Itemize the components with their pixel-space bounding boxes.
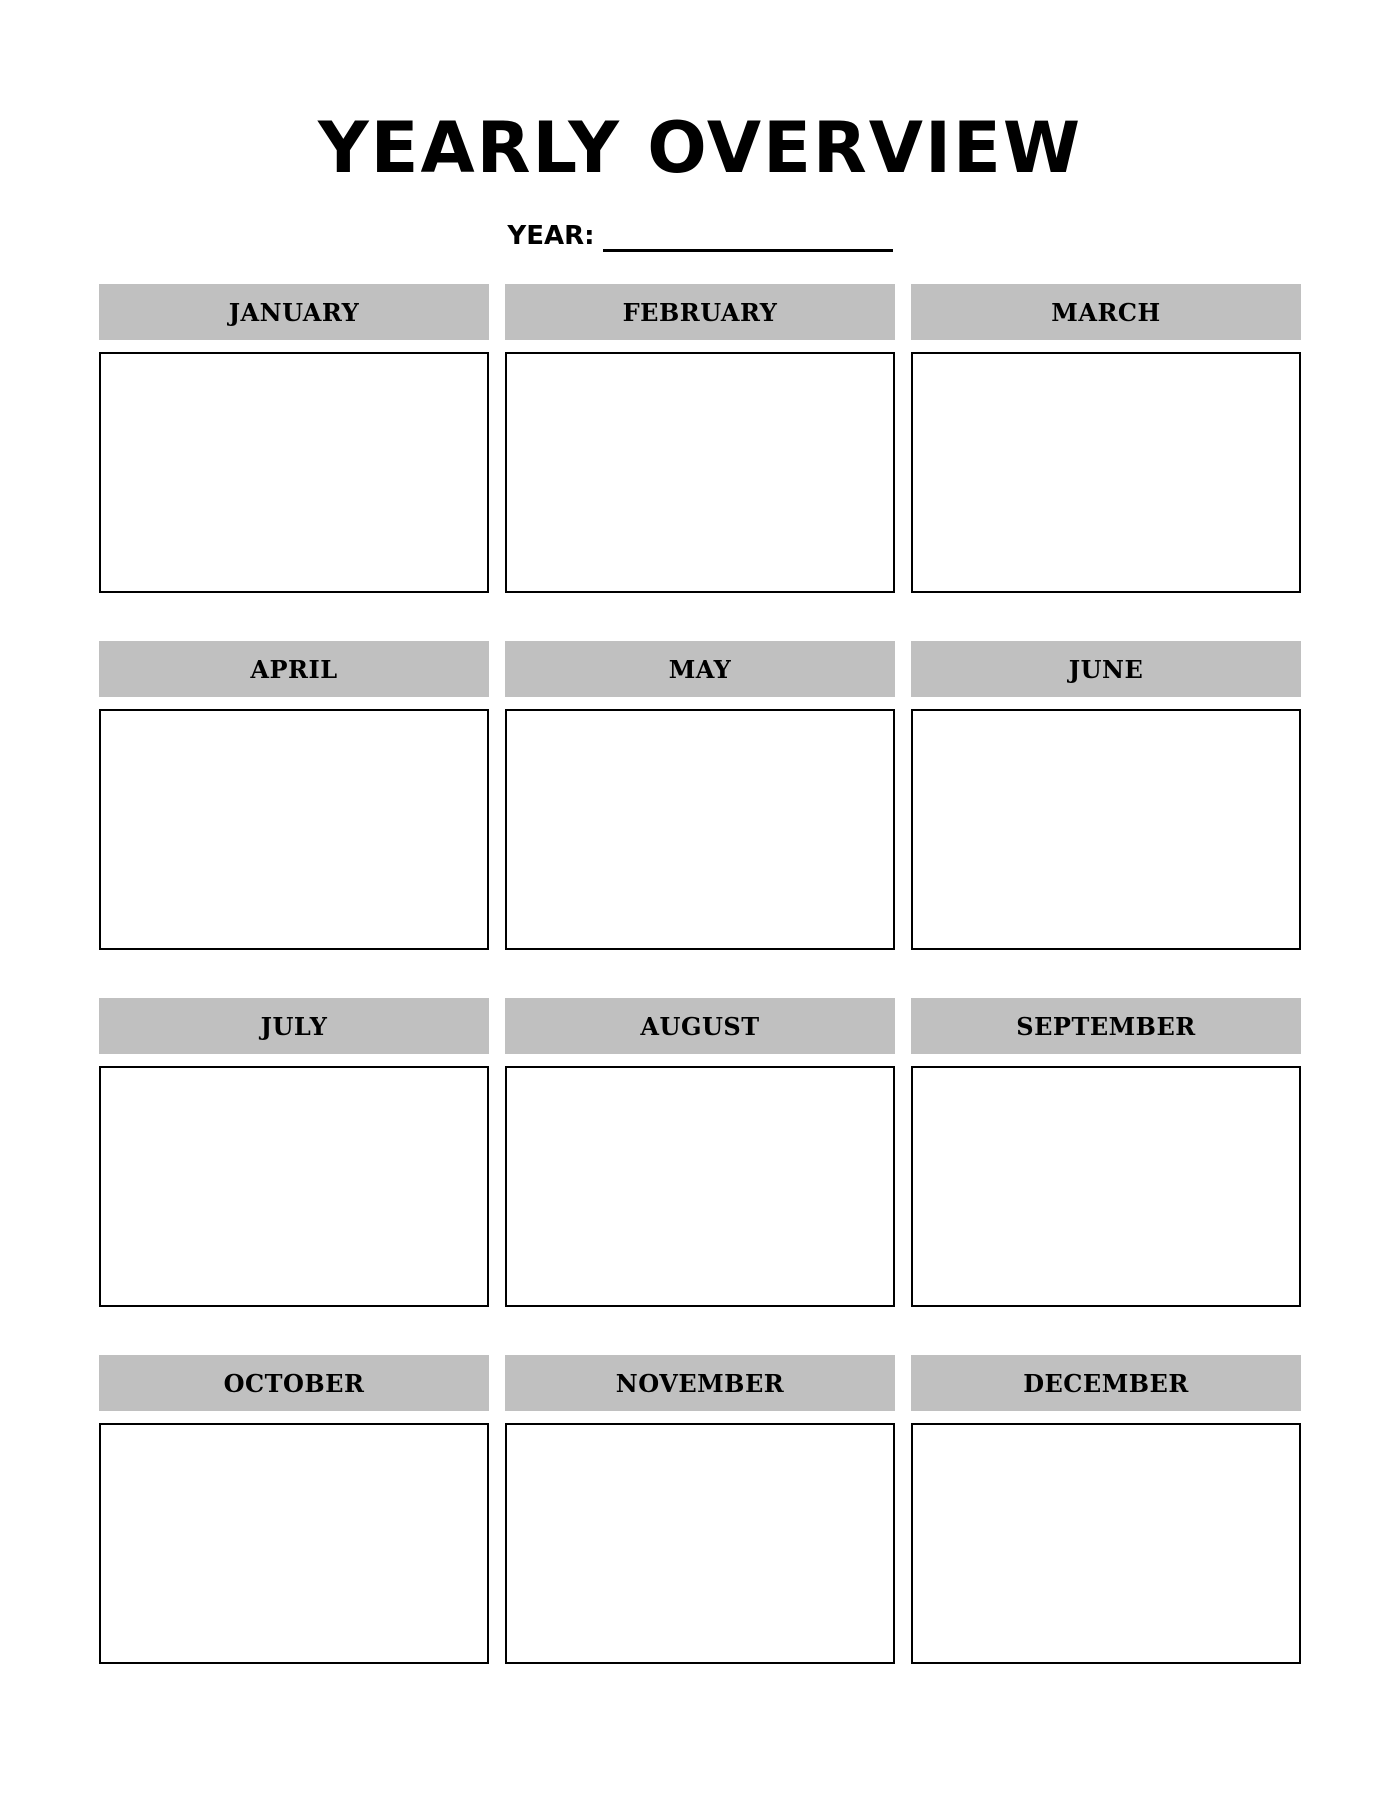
month-notes-box[interactable] xyxy=(911,709,1301,950)
month-card-march xyxy=(911,284,1301,593)
month-card-june xyxy=(911,641,1301,950)
month-card-october xyxy=(99,1355,489,1664)
month-header: MAY xyxy=(505,641,895,697)
page-title: YEARLY OVERVIEW xyxy=(317,107,1083,189)
month-header: SEPTEMBER xyxy=(911,998,1301,1054)
month-header: FEBRUARY xyxy=(505,284,895,340)
month-card-september xyxy=(911,998,1301,1307)
month-header: AUGUST xyxy=(505,998,895,1054)
month-card-february xyxy=(505,284,895,593)
month-header: APRIL xyxy=(99,641,489,697)
month-notes-box[interactable] xyxy=(911,1066,1301,1307)
month-header: NOVEMBER xyxy=(505,1355,895,1411)
month-notes-box[interactable] xyxy=(99,352,489,593)
month-notes-box[interactable] xyxy=(505,1423,895,1664)
month-notes-box[interactable] xyxy=(505,1066,895,1307)
month-notes-box[interactable] xyxy=(99,1423,489,1664)
month-card-july xyxy=(99,998,489,1307)
month-header: DECEMBER xyxy=(911,1355,1301,1411)
month-card-august xyxy=(505,998,895,1307)
month-header: JANUARY xyxy=(99,284,489,340)
month-notes-box[interactable] xyxy=(99,709,489,950)
month-notes-box[interactable] xyxy=(911,352,1301,593)
month-notes-box[interactable] xyxy=(911,1423,1301,1664)
month-header: OCTOBER xyxy=(99,1355,489,1411)
year-label: YEAR: xyxy=(507,221,595,251)
month-grid xyxy=(99,284,1301,1664)
month-header: MARCH xyxy=(911,284,1301,340)
month-header: JUNE xyxy=(911,641,1301,697)
month-card-november xyxy=(505,1355,895,1664)
month-notes-box[interactable] xyxy=(99,1066,489,1307)
month-card-may xyxy=(505,641,895,950)
month-notes-box[interactable] xyxy=(505,709,895,950)
month-card-january xyxy=(99,284,489,593)
month-card-december xyxy=(911,1355,1301,1664)
year-input-line[interactable] xyxy=(603,222,893,252)
year-field-row xyxy=(0,212,1400,252)
month-card-april xyxy=(99,641,489,950)
month-header: JULY xyxy=(99,998,489,1054)
month-notes-box[interactable] xyxy=(505,352,895,593)
